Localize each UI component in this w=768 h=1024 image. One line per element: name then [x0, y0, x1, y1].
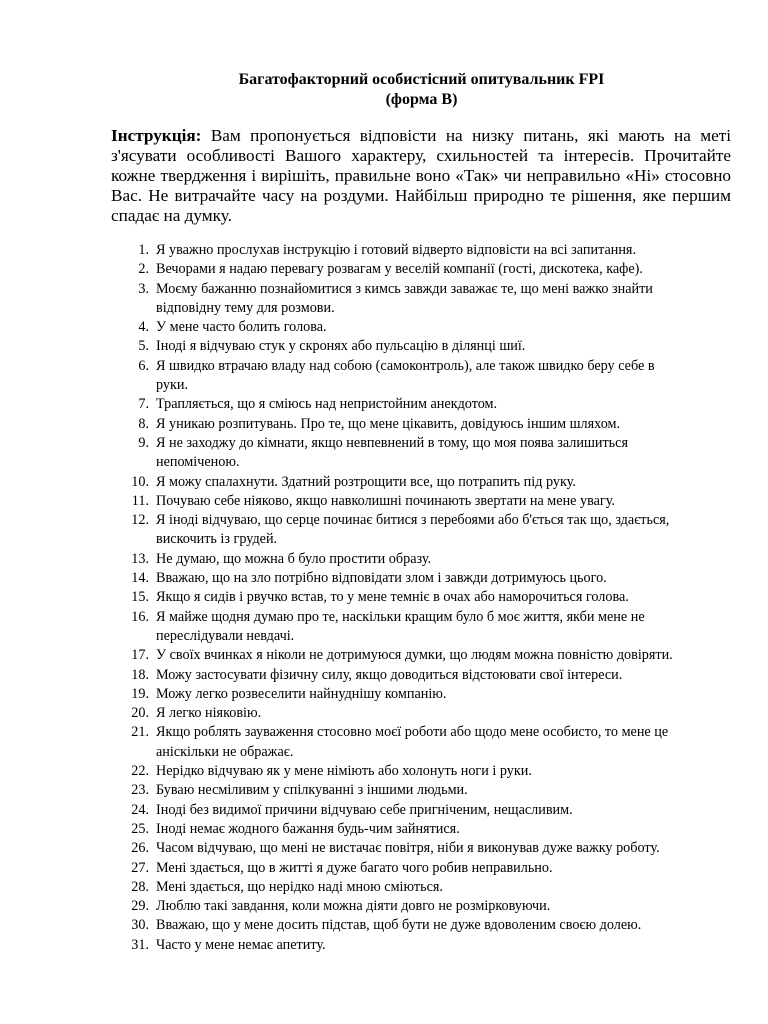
item-number: 24. — [131, 801, 149, 818]
item-text-line: Люблю такі завдання, коли можна діяти довго не розмірковуючи. — [156, 898, 551, 915]
item-number: 17. — [131, 647, 149, 664]
item-text-line: непоміченою. — [156, 454, 240, 471]
item-text-line: Я можу спалахнути. Здатний розтрощити все, що потрапить під руку. — [156, 473, 576, 490]
item-text — [156, 781, 731, 800]
item-text — [156, 820, 731, 839]
item-text — [156, 723, 731, 762]
item-text — [156, 511, 731, 550]
item-number: 25. — [131, 820, 149, 837]
item-text-line: відповідну тему для розмови. — [156, 299, 335, 316]
item-text — [156, 588, 731, 607]
item-text — [156, 801, 731, 820]
item-text-line: Буваю несміливим у спілкуванні з іншими людьми. — [156, 782, 468, 799]
item-text — [156, 704, 731, 723]
item-text — [156, 897, 731, 916]
item-text-line: Мені здається, що нерідко наді мною сміються. — [156, 878, 443, 895]
item-text-line: вискочить із грудей. — [156, 531, 278, 548]
item-text-line: У мене часто болить голова. — [156, 319, 327, 336]
item-text-line: Мені здається, що в житті я дуже багато чого робив неправильно. — [156, 859, 553, 876]
item-number: 26. — [131, 840, 149, 857]
item-text-line: Я не заходжу до кімнати, якщо невпевнений в тому, що моя поява залишиться — [156, 434, 628, 451]
item-text — [156, 762, 731, 781]
item-number: 20. — [131, 705, 149, 722]
item-text-line: Якщо я сидів і рвучко встав, то у мене темніє в очах або наморочиться голова. — [156, 589, 629, 606]
item-text — [156, 685, 731, 704]
item-number: 1. — [138, 242, 149, 258]
item-number: 18. — [131, 666, 149, 683]
item-number: 12. — [131, 512, 149, 529]
item-text — [156, 916, 731, 935]
item-text-line: Я уникаю розпитувань. Про те, що мене цікавить, довідуюсь іншим шляхом. — [156, 415, 621, 432]
item-text — [156, 318, 731, 337]
item-text-line: Якщо роблять зауваження стосовно моєї роботи або щодо мене особисто, то мене це — [156, 724, 669, 741]
instruction-paragraph — [111, 126, 731, 226]
item-text-line: Іноді я відчуваю стук у скронях або пульсацію в ділянці шиї. — [156, 338, 526, 355]
item-text — [156, 646, 731, 665]
item-text-line: У своїх вчинках я ніколи не дотримуюся думки, що людям можна повністю довіряти. — [156, 647, 673, 664]
item-text-line: Вважаю, що на зло потрібно відповідати злом і завжди дотримуюсь цього. — [156, 570, 607, 587]
item-text-line: переслідували невдачі. — [156, 627, 295, 644]
item-text-line: Нерідко відчуваю як у мене німіють або холонуть ноги і руки. — [156, 763, 532, 780]
item-number: 4. — [138, 319, 149, 336]
item-text-line: Можу застосувати фізичну силу, якщо доводиться відстоювати свої інтереси. — [156, 666, 623, 683]
item-text-line: Почуваю себе ніяково, якщо навколишні починають звертати на мене увагу. — [156, 492, 615, 509]
item-text-line: Часом відчуваю, що мені не вистачає повітря, ніби я виконував дуже важку роботу. — [156, 840, 660, 857]
item-number: 30. — [131, 917, 149, 934]
item-text-line: Можу легко розвеселити найнуднішу компанію. — [156, 685, 447, 702]
item-text-line: Іноді немає жодного бажання будь-чим зайнятися. — [156, 820, 460, 837]
item-text-line: Я легко ніяковію. — [156, 705, 262, 722]
item-text — [156, 569, 731, 588]
item-text-line: Моєму бажанню познайомитися з кимсь завжди заважає те, що мені важко знайти — [156, 280, 653, 297]
item-number: 13. — [131, 550, 149, 567]
item-text — [156, 839, 731, 858]
item-text-line: Вечорами я надаю перевагу розвагам у веселій компанії (гості, дискотека, кафе). — [156, 261, 643, 278]
item-text — [156, 666, 731, 685]
item-number: 8. — [138, 415, 149, 432]
item-text — [156, 473, 731, 492]
item-text — [156, 260, 731, 279]
item-number: 27. — [131, 859, 149, 876]
item-text — [156, 434, 731, 473]
item-text — [156, 337, 731, 356]
item-number: 22. — [131, 763, 149, 780]
item-text-line: Вважаю, що у мене досить підстав, щоб бути не дуже вдоволеним своєю долею. — [156, 917, 642, 934]
item-number: 15. — [131, 589, 149, 606]
item-number: 28. — [131, 878, 149, 895]
item-text-line: Часто у мене немає апетиту. — [156, 936, 326, 953]
item-text — [156, 415, 731, 434]
item-number: 6. — [138, 357, 149, 374]
item-number: 7. — [138, 396, 149, 413]
item-number: 19. — [131, 685, 149, 702]
document-subtitle: (форма В) — [385, 91, 458, 108]
item-number: 2. — [138, 261, 149, 278]
item-text-line: Я уважно прослухав інструкцію і готовий відверто відповісти на всі запитання. — [156, 242, 636, 258]
item-text — [156, 395, 731, 414]
item-text — [156, 492, 731, 511]
item-number: 29. — [131, 898, 149, 915]
item-text-line: Трапляється, що я сміюсь над непристойним анекдотом. — [156, 396, 498, 413]
item-text — [156, 936, 731, 955]
item-text — [156, 280, 731, 319]
item-text — [156, 608, 731, 647]
item-number: 11. — [131, 492, 149, 509]
item-text-line: Я швидко втрачаю владу над собою (самоконтроль), але також швидко беру себе в — [156, 357, 655, 374]
item-number: 3. — [138, 280, 149, 297]
item-number: 5. — [138, 338, 149, 355]
item-text-line: Іноді без видимої причини відчуваю себе пригніченим, нещасливим. — [156, 801, 573, 818]
item-text-line: руки. — [156, 377, 189, 394]
item-text — [156, 241, 731, 260]
item-number: 9. — [138, 434, 149, 451]
item-text-line: Я іноді відчуваю, що серце починає битися з перебоями або б'ється так що, здається, — [156, 512, 670, 529]
item-number: 14. — [131, 570, 149, 587]
item-number: 23. — [131, 782, 149, 799]
item-text — [156, 550, 731, 569]
instruction-label: Інструкція: — [111, 126, 202, 145]
item-number: 16. — [131, 608, 149, 625]
item-text-line: аніскільки не ображає. — [156, 743, 294, 760]
item-number: 31. — [131, 936, 149, 953]
instruction-text: Вам пропонується відповісти на низку питань, які мають на меті з'ясувати особливості Вашого характеру, схильностей та інтересів. Прочитайте кожне твердження і вирішіть, правильне воно «Так» чи неправильно «Ні» стосовно Вас. Не витрачайте часу на роздуми. Найбільш природно те рішення, яке першим спадає на думку. — [111, 126, 732, 225]
item-text-line: Я майже щодня думаю про те, наскільки кращим було б моє життя, якби мене не — [156, 608, 645, 625]
item-text — [156, 357, 731, 396]
item-number: 21. — [131, 724, 149, 741]
item-number: 10. — [131, 473, 149, 490]
item-text — [156, 859, 731, 878]
document-title: Багатофакторний особистісний опитувальник FPI — [238, 71, 605, 88]
item-text-line: Не думаю, що можна б було простити образу. — [156, 550, 432, 567]
item-text — [156, 878, 731, 897]
